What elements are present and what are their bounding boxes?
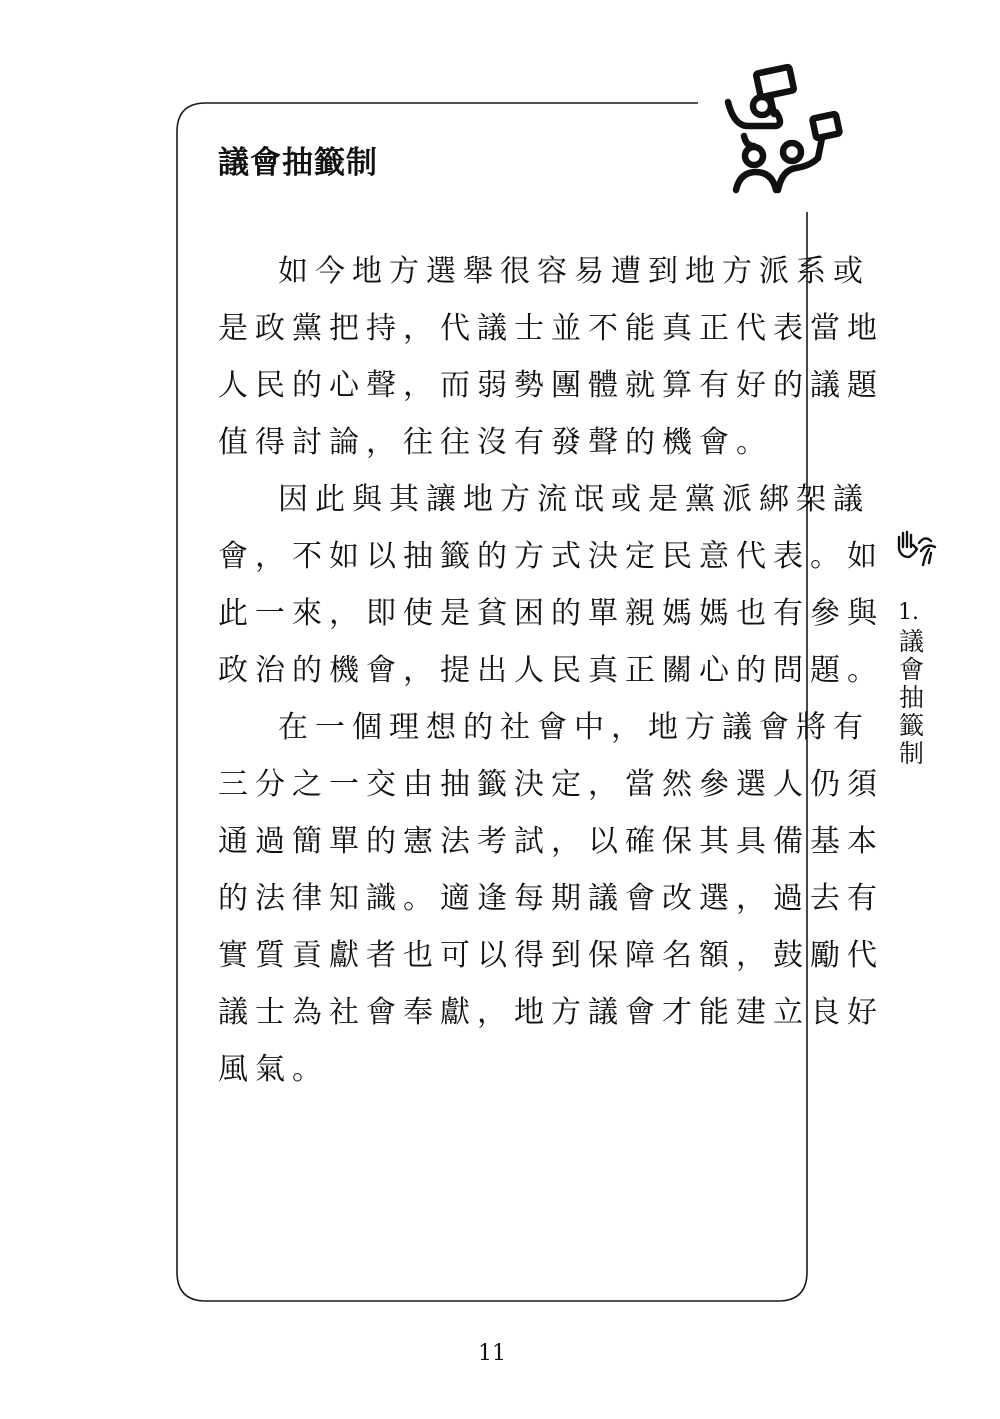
paragraph-line: 的法律知識。適逢每期議會改選，過去有 <box>218 881 884 916</box>
raised-hands-icon <box>895 527 939 567</box>
paragraph-line: 因此與其讓地方流氓或是黨派綁架議 <box>278 482 870 517</box>
paragraph-line: 如今地方選舉很容易遭到地方派系或 <box>278 254 870 289</box>
paragraph-line: 實質貢獻者也可以得到保障名額，鼓勵代 <box>218 938 884 973</box>
people-holding-signs-icon <box>718 62 844 194</box>
paragraph-line: 通過簡單的憲法考試，以確保其具備基本 <box>218 824 884 859</box>
paragraph-line: 政治的機會，提出人民真正關心的問題。 <box>218 653 884 688</box>
paragraph-line: 是政黨把持，代議士並不能真正代表當地 <box>218 311 884 346</box>
page-title: 議會抽籤制 <box>218 145 378 181</box>
body-text <box>218 243 884 1098</box>
paragraph-line: 值得討論，往往沒有發聲的機會。 <box>218 425 773 460</box>
paragraph-line: 人民的心聲，而弱勢團體就算有好的議題 <box>218 368 884 403</box>
paragraph-line: 三分之一交由抽籤決定，當然參選人仍須 <box>218 767 884 802</box>
paragraph-line: 議士為社會奉獻，地方議會才能建立良好 <box>218 995 884 1030</box>
chapter-number: 1. <box>898 600 919 625</box>
page-number: 11 <box>478 1341 506 1366</box>
chapter-title-vertical: 議會抽籤制 <box>899 627 925 768</box>
paragraph-line: 在一個理想的社會中，地方議會將有 <box>278 710 870 745</box>
paragraph-line: 會，不如以抽籤的方式決定民意代表。如 <box>218 539 884 574</box>
paragraph-line: 此一來，即使是貧困的單親媽媽也有參與 <box>218 596 884 631</box>
paragraph-line: 風氣。 <box>218 1052 329 1087</box>
